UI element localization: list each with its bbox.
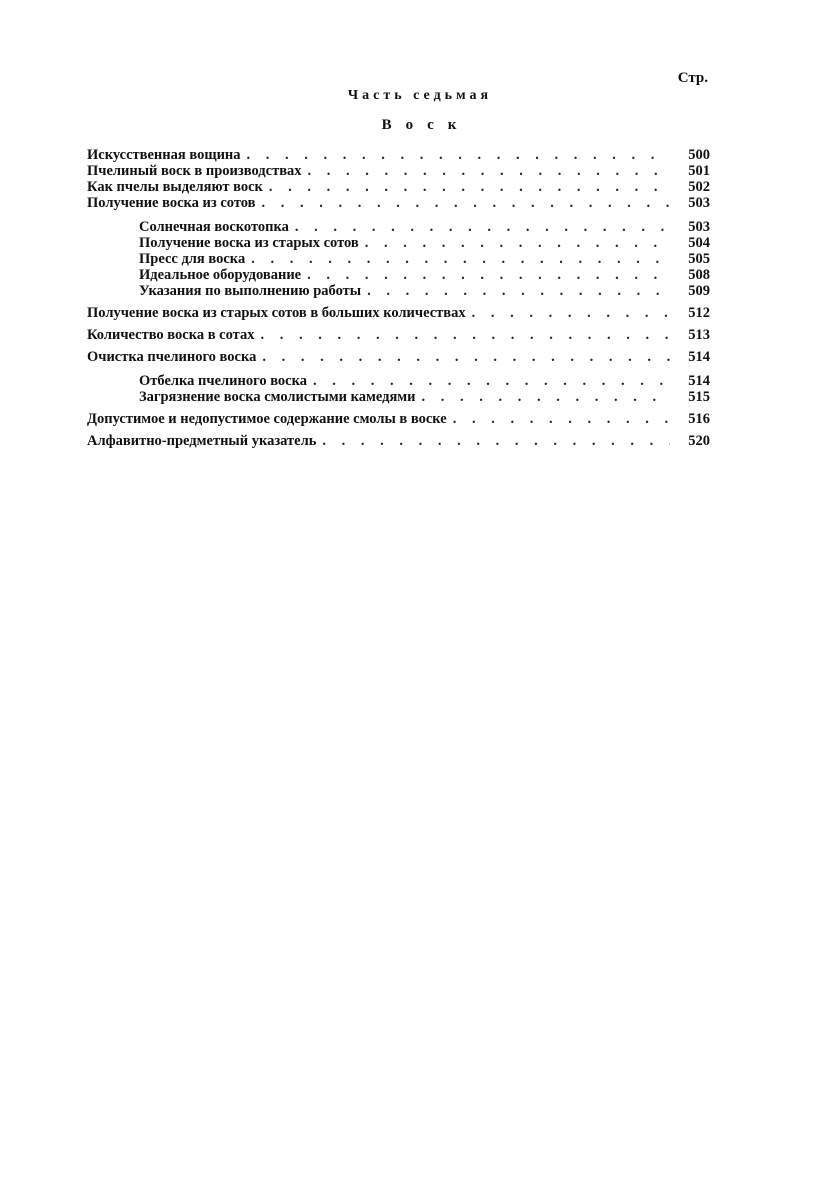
- toc-entry-title: Получение воска из сотов: [87, 195, 256, 211]
- dot-leader: [269, 179, 670, 195]
- toc-subentry[interactable]: [87, 389, 710, 405]
- table-of-contents: [87, 147, 710, 449]
- toc-entry-page: 504: [688, 235, 710, 251]
- toc-entry-page: 513: [688, 327, 710, 343]
- dot-leader: [295, 219, 670, 235]
- toc-entry-title: Допустимое и недопустимое содержание смолы в воске: [87, 411, 447, 427]
- toc-entry-title: Получение воска из старых сотов: [139, 235, 359, 251]
- toc-entry-page: 501: [688, 163, 710, 179]
- dot-leader: [367, 283, 670, 299]
- toc-entry[interactable]: [87, 433, 710, 449]
- toc-entry-title: Солнечная воскотопка: [139, 219, 289, 235]
- toc-entry-title: Количество воска в сотах: [87, 327, 255, 343]
- dot-leader: [308, 163, 670, 179]
- section-title: Воск: [381, 117, 471, 133]
- toc-entry-page: 503: [688, 219, 710, 235]
- toc-subentry[interactable]: [87, 373, 710, 389]
- page-label: Стр.: [677, 70, 708, 86]
- dot-leader: [307, 267, 670, 283]
- toc-entry-title: Загрязнение воска смолистыми камедями: [139, 389, 416, 405]
- dot-leader: [322, 433, 670, 449]
- dot-leader: [453, 411, 670, 427]
- toc-entry-page: 509: [688, 283, 710, 299]
- toc-entry-page: 515: [688, 389, 710, 405]
- toc-entry-page: 508: [688, 267, 710, 283]
- dot-leader: [262, 195, 671, 211]
- part-title: Часть седьмая: [347, 88, 493, 103]
- toc-subentry[interactable]: [87, 251, 710, 267]
- toc-entry-title: Как пчелы выделяют воск: [87, 179, 263, 195]
- toc-subentry[interactable]: [87, 235, 710, 251]
- toc-entry-title: Алфавитно-предметный указатель: [87, 433, 317, 449]
- toc-entry[interactable]: [87, 305, 710, 321]
- dot-leader: [251, 251, 670, 267]
- toc-subentry[interactable]: [87, 219, 710, 235]
- dot-leader: [365, 235, 670, 251]
- toc-entry-page: 512: [688, 305, 710, 321]
- toc-subentry[interactable]: [87, 283, 710, 299]
- toc-entry[interactable]: [87, 195, 710, 211]
- toc-entry-title: Получение воска из старых сотов в больших количествах: [87, 305, 466, 321]
- toc-entry-page: 502: [688, 179, 710, 195]
- toc-entry[interactable]: [87, 147, 710, 163]
- toc-entry-title: Искусственная вощина: [87, 147, 241, 163]
- toc-entry-title: Идеальное оборудование: [139, 267, 302, 283]
- toc-entry[interactable]: [87, 349, 710, 365]
- dot-leader: [260, 327, 670, 343]
- toc-entry-title: Пресс для воска: [139, 251, 246, 267]
- toc-entry-title: Отбелка пчелиного воска: [139, 373, 308, 389]
- dot-leader: [262, 349, 670, 365]
- toc-entry-title: Указания по выполнению работы: [139, 283, 362, 299]
- toc-subentry[interactable]: [87, 267, 710, 283]
- toc-entry[interactable]: [87, 179, 710, 195]
- toc-entry-page: 514: [688, 373, 710, 389]
- toc-entry[interactable]: [87, 327, 710, 343]
- toc-entry[interactable]: [87, 163, 710, 179]
- toc-entry-title: Пчелиный воск в производствах: [87, 163, 302, 179]
- dot-leader: [313, 373, 670, 389]
- toc-entry-page: 503: [688, 195, 710, 211]
- dot-leader: [422, 389, 670, 405]
- toc-entry-title: Очистка пчелиного воска: [87, 349, 257, 365]
- dot-leader: [472, 305, 670, 321]
- toc-entry-page: 500: [688, 147, 710, 163]
- toc-entry-page: 516: [688, 411, 710, 427]
- toc-entry[interactable]: [87, 411, 710, 427]
- toc-entry-page: 520: [688, 433, 710, 449]
- toc-entry-page: 505: [688, 251, 710, 267]
- toc-entry-page: 514: [688, 349, 710, 365]
- dot-leader: [247, 147, 670, 163]
